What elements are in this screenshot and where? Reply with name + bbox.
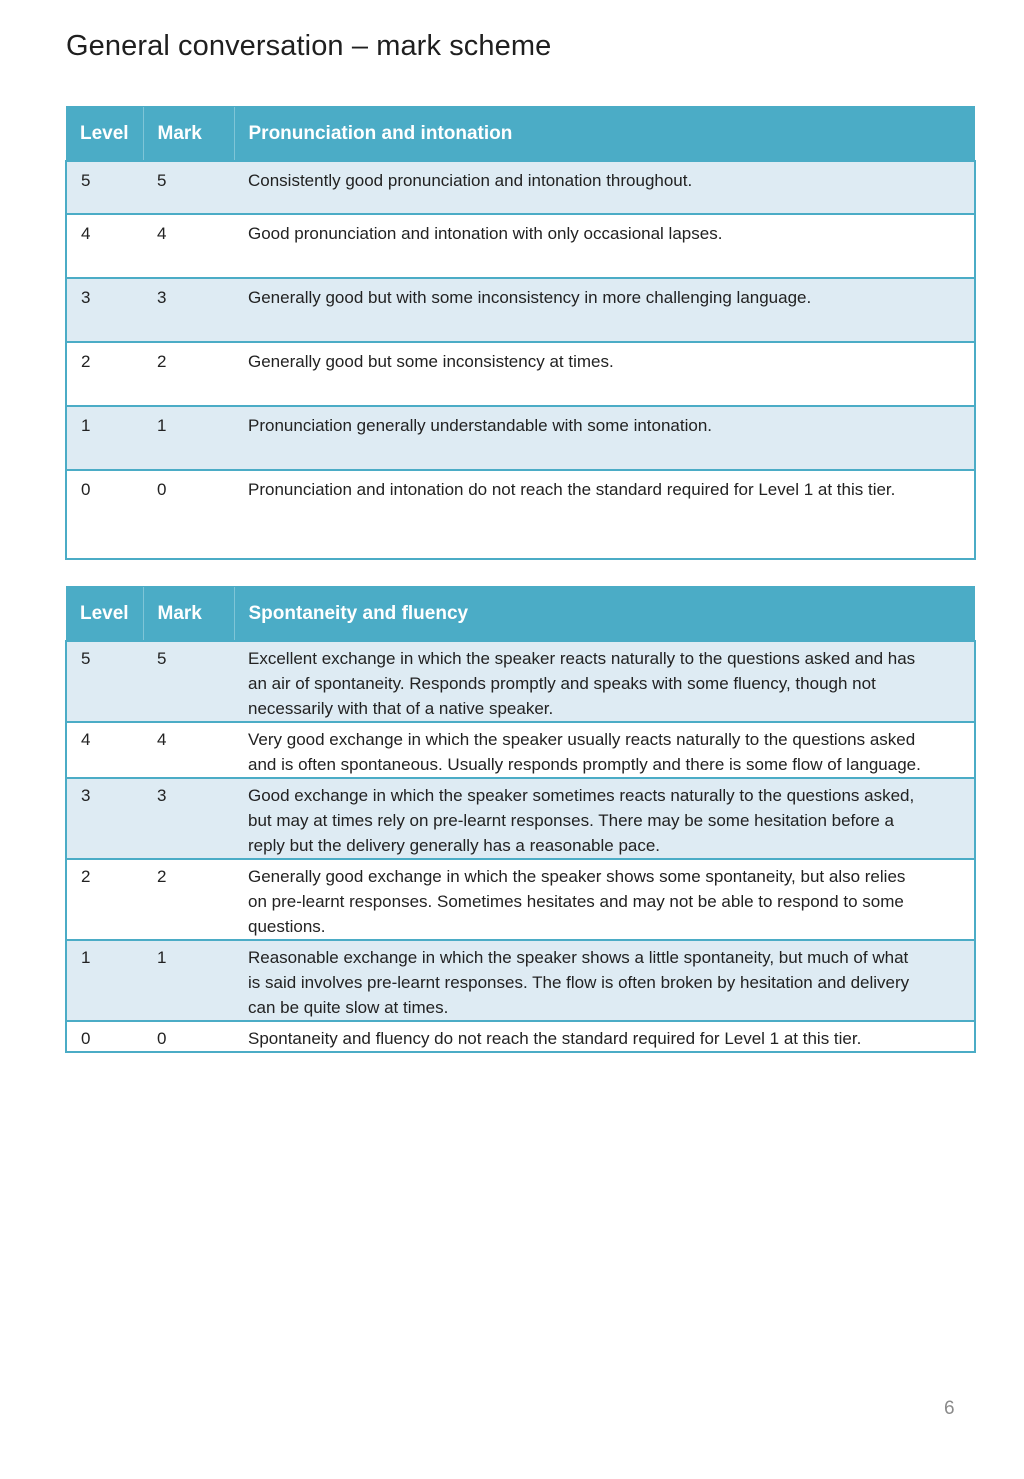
level-cell: 5 xyxy=(66,161,143,214)
descriptor-cell: Excellent exchange in which the speaker reacts naturally to the questions asked and has an air of spontaneity. Responds promptly and speaks with some fluency, though not necessarily with that of a native speaker. xyxy=(234,641,975,722)
level-cell: 0 xyxy=(66,470,143,559)
table-row xyxy=(66,406,975,470)
mark-cell: 2 xyxy=(143,342,234,406)
pronunciation-mark-table xyxy=(65,106,976,560)
level-cell: 0 xyxy=(66,1021,143,1052)
descriptor-cell: Generally good exchange in which the speaker shows some spontaneity, but also relies on pre-learnt responses. Sometimes hesitates and may not be able to respond to some questions. xyxy=(234,859,975,940)
level-cell: 4 xyxy=(66,214,143,278)
table-row xyxy=(66,161,975,214)
level-column-header: Level xyxy=(66,587,143,641)
mark-cell: 0 xyxy=(143,1021,234,1052)
page-title: General conversation – mark scheme xyxy=(66,30,552,62)
table-header-row xyxy=(66,587,975,641)
mark-cell: 4 xyxy=(143,214,234,278)
table-row xyxy=(66,641,975,722)
level-column-header: Level xyxy=(66,107,143,161)
descriptor-cell: Pronunciation and intonation do not reach the standard required for Level 1 at this tier. xyxy=(234,470,975,559)
table-row xyxy=(66,859,975,940)
page-number: 6 xyxy=(944,1398,955,1419)
criteria-column-header: Spontaneity and fluency xyxy=(234,587,975,641)
mark-cell: 5 xyxy=(143,641,234,722)
table-row xyxy=(66,722,975,778)
mark-cell: 5 xyxy=(143,161,234,214)
descriptor-cell: Good exchange in which the speaker sometimes reacts naturally to the questions asked, but may at times rely on pre-learnt responses. There may be some hesitation before a reply but the delivery generally has a reasonable pace. xyxy=(234,778,975,859)
mark-cell: 3 xyxy=(143,778,234,859)
mark-cell: 1 xyxy=(143,406,234,470)
descriptor-cell: Reasonable exchange in which the speaker shows a little spontaneity, but much of what is said involves pre-learnt responses. The flow is often broken by hesitation and delivery can be quite slow at times. xyxy=(234,940,975,1021)
table-row xyxy=(66,778,975,859)
table-row xyxy=(66,278,975,342)
descriptor-cell: Generally good but some inconsistency at times. xyxy=(234,342,975,406)
mark-cell: 4 xyxy=(143,722,234,778)
descriptor-cell: Spontaneity and fluency do not reach the standard required for Level 1 at this tier. xyxy=(234,1021,975,1052)
mark-column-header: Mark xyxy=(143,587,234,641)
table-row xyxy=(66,214,975,278)
level-cell: 1 xyxy=(66,406,143,470)
table-row xyxy=(66,940,975,1021)
table-header-row xyxy=(66,107,975,161)
table-row xyxy=(66,342,975,406)
mark-cell: 3 xyxy=(143,278,234,342)
table-row xyxy=(66,470,975,559)
level-cell: 4 xyxy=(66,722,143,778)
spontaneity-mark-table xyxy=(65,586,976,1053)
mark-cell: 2 xyxy=(143,859,234,940)
mark-column-header: Mark xyxy=(143,107,234,161)
level-cell: 2 xyxy=(66,342,143,406)
mark-cell: 0 xyxy=(143,470,234,559)
descriptor-cell: Good pronunciation and intonation with only occasional lapses. xyxy=(234,214,975,278)
criteria-column-header: Pronunciation and intonation xyxy=(234,107,975,161)
level-cell: 5 xyxy=(66,641,143,722)
level-cell: 3 xyxy=(66,778,143,859)
level-cell: 3 xyxy=(66,278,143,342)
level-cell: 2 xyxy=(66,859,143,940)
descriptor-cell: Pronunciation generally understandable with some intonation. xyxy=(234,406,975,470)
mark-cell: 1 xyxy=(143,940,234,1021)
level-cell: 1 xyxy=(66,940,143,1021)
descriptor-cell: Consistently good pronunciation and intonation throughout. xyxy=(234,161,975,214)
descriptor-cell: Generally good but with some inconsistency in more challenging language. xyxy=(234,278,975,342)
table-row xyxy=(66,1021,975,1052)
descriptor-cell: Very good exchange in which the speaker usually reacts naturally to the questions asked and is often spontaneous. Usually responds promptly and there is some flow of language. xyxy=(234,722,975,778)
